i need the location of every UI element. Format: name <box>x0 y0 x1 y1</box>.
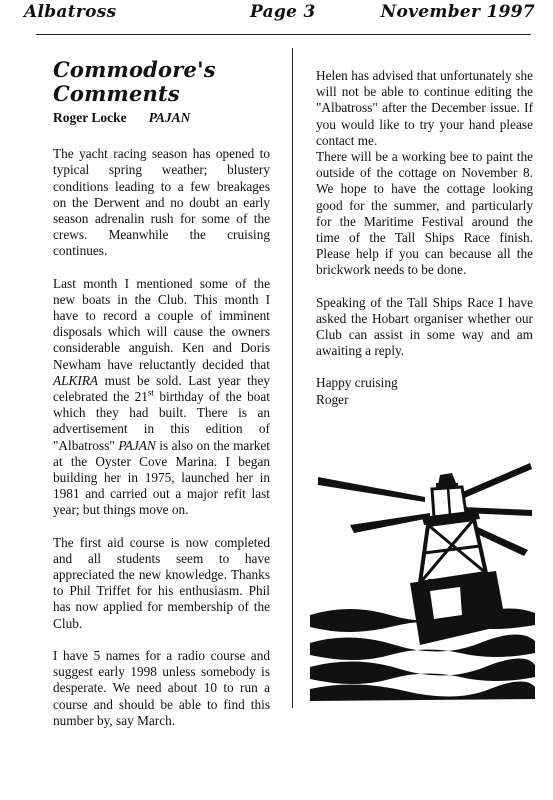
issue-date: November 1997 <box>380 2 535 22</box>
paragraph-radio-course: I have 5 names for a radio course and suggest early 1998 unless somebody is desperate. We need about 10 to run a course and should be able to find this number by, say March. <box>53 647 270 728</box>
article-byline <box>53 110 270 126</box>
paragraph-racing-season: The yacht racing season has opened to typical spring weather; blustery conditions leading to a few breakages on the Derwent and no doubt an early season adrenalin rush for some of the crews. Meanwhile the cruising continues. <box>53 146 270 259</box>
lighthouse-buoy-icon <box>310 455 535 705</box>
paragraph-editor-notice: Helen has advised that unfortunately she will not be able to continue editing the "Albatross" after the December issue. If you would like to try your hand please contact me. <box>316 68 533 148</box>
page-header <box>24 2 535 26</box>
closing-line: Happy cruising <box>316 375 398 391</box>
left-column <box>53 54 270 745</box>
paragraph-working-bee: There will be a working bee to paint the outside of the cottage on November 8. We hope to have the cottage looking good for the summer, and particularly for the Maritime Festival around the time of the Tall Ships Race finish. Please help if you can because all the brickwork needs to be done. <box>316 149 533 278</box>
right-column <box>316 68 533 408</box>
article-title: Commodore's Comments <box>53 57 216 106</box>
boat-name-alkira: ALKIRA <box>53 372 99 388</box>
author-name: Roger Locke <box>53 110 127 125</box>
column-divider <box>292 48 293 708</box>
boat-name-pajan: PAJAN <box>118 437 156 453</box>
paragraph-first-aid: The first aid course is now completed and all students seem to have appreciated the new knowledge. Thanks to Phil Triffet for his enthusiasm. Phil has now applied for membership of the Club. <box>53 534 270 631</box>
publication-title: Albatross <box>24 2 117 22</box>
paragraph-boat-disposals: Last month I mentioned some of the new boats in the Club. This month I have to record a couple of imminent disposals which will cause the owners considerable anguish. Ken and Doris Newham have reluctantly decided that ALKIRA must be sold. Last year they celebrated the 21st birthday of the boat which they had built. There is an advertisement in this edition of "Albatross" PAJAN is also on the market at the Oyster Cove Marina. I began building her in 1975, launched her in 1981 and carried out a major refit last year; but things move on. <box>53 275 271 518</box>
page-number: Page 3 <box>250 2 316 22</box>
header-divider <box>36 34 531 35</box>
paragraph-tall-ships: Speaking of the Tall Ships Race I have asked the Hobart organiser whether our Club can assist in some way and am awaiting a reply. <box>316 294 533 359</box>
author-boat: PAJAN <box>148 110 191 125</box>
signature: Roger <box>316 391 349 407</box>
